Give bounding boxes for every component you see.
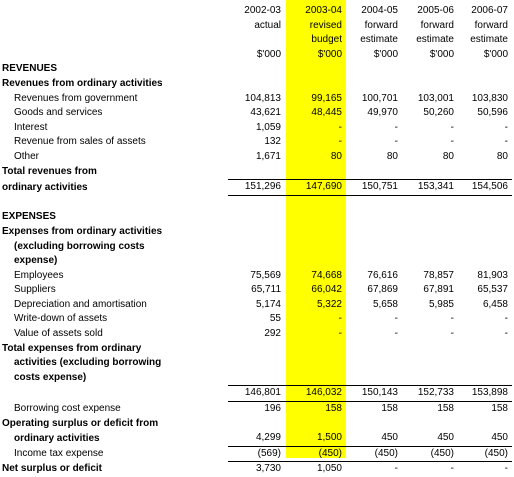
value-cell [228, 62, 285, 77]
value-cell: 153,898 [458, 386, 512, 402]
column-header-cell: $'000 [373, 48, 398, 60]
value-cell [228, 77, 285, 92]
table-row [0, 180, 512, 196]
row-label: Revenues from ordinary activities [2, 77, 163, 89]
value-cell: 50,596 [477, 107, 508, 119]
value-cell [458, 77, 512, 92]
row-label: Value of assets sold [14, 328, 103, 340]
row-label: Operating surplus or deficit from [2, 417, 159, 429]
row-label: Total revenues from [2, 166, 97, 178]
value-cell [285, 225, 346, 240]
value-cell [402, 165, 458, 180]
table-row [0, 327, 512, 342]
value-cell [285, 417, 346, 432]
value-cell: 3,730 [228, 462, 285, 477]
value-cell [402, 240, 458, 255]
column-header-cell: forward [364, 19, 398, 31]
value-cell: - [394, 328, 398, 340]
row-label: Expenses from ordinary activities [2, 225, 163, 237]
header-row [0, 48, 512, 63]
value-cell: - [346, 462, 402, 477]
row-label: Revenue from sales of assets [14, 136, 146, 148]
header-blank-cell [0, 19, 228, 34]
row-label: Interest [14, 121, 48, 133]
value-cell: 1,671 [255, 150, 281, 162]
value-cell [228, 240, 285, 255]
value-cell [458, 240, 512, 255]
value-cell: 48,445 [311, 107, 342, 119]
value-cell [346, 225, 402, 240]
row-label: ordinary activities [14, 432, 100, 444]
value-cell: 6,458 [482, 298, 508, 310]
value-cell: - [338, 121, 342, 133]
value-cell [402, 371, 458, 386]
header-row [0, 19, 512, 34]
value-cell [458, 356, 512, 371]
table-row [0, 269, 512, 284]
row-label: Depreciation and amortisation [14, 298, 147, 310]
value-cell [346, 195, 402, 210]
value-cell: - [504, 136, 508, 148]
value-cell [402, 195, 458, 210]
table-row [0, 342, 512, 357]
value-cell: 103,001 [417, 92, 454, 104]
value-cell [402, 210, 458, 225]
value-cell: 132 [264, 136, 281, 148]
value-cell: - [402, 462, 458, 477]
column-header-cell: estimate [416, 34, 454, 46]
row-label: ordinary activities [2, 181, 88, 193]
table-row [0, 240, 512, 255]
row-label: Income tax expense [14, 448, 104, 460]
value-cell: 5,658 [372, 298, 398, 310]
table-row [0, 165, 512, 180]
value-cell [346, 62, 402, 77]
value-cell [285, 371, 346, 386]
value-cell [228, 254, 285, 269]
value-cell [228, 165, 285, 180]
column-header-cell: 2003-04 [305, 5, 342, 16]
value-cell: - [504, 328, 508, 340]
value-cell: 150,143 [346, 386, 402, 402]
column-header-cell: 2002-03 [244, 5, 281, 16]
value-cell: (450) [484, 447, 508, 459]
column-header-cell: $'000 [317, 48, 342, 60]
table-row [0, 121, 512, 136]
value-cell: 158 [381, 403, 398, 415]
table-row [0, 386, 512, 402]
value-cell: 99,165 [311, 92, 342, 104]
row-label: Employees [14, 269, 64, 281]
column-header-cell: forward [420, 19, 454, 31]
value-cell [285, 342, 346, 357]
value-cell: 67,891 [423, 284, 454, 296]
value-cell: 158 [491, 403, 508, 415]
value-cell: (450) [318, 447, 342, 459]
value-cell: 1,059 [255, 121, 281, 133]
value-cell [458, 342, 512, 357]
value-cell: 75,569 [250, 269, 281, 281]
value-cell: 1,050 [285, 462, 346, 477]
column-header-cell: estimate [470, 34, 508, 46]
header-blank-cell [0, 4, 228, 19]
row-label: Borrowing cost expense [14, 403, 121, 415]
value-cell [228, 195, 285, 210]
value-cell [346, 342, 402, 357]
table-row [0, 195, 512, 210]
table-row [0, 462, 512, 477]
value-cell [402, 62, 458, 77]
table-row [0, 106, 512, 121]
row-label: activities (excluding borrowing [14, 357, 162, 369]
value-cell: 292 [264, 328, 281, 340]
column-header-cell: actual [254, 19, 281, 31]
row-label: Total expenses from ordinary [2, 342, 142, 354]
value-cell: - [458, 462, 512, 477]
budget-table [0, 4, 512, 477]
value-cell [402, 342, 458, 357]
value-cell: - [450, 136, 454, 148]
value-cell [228, 356, 285, 371]
column-header-cell [228, 33, 285, 48]
value-cell: 74,668 [311, 269, 342, 281]
table-row [0, 298, 512, 313]
value-cell [285, 210, 346, 225]
value-cell [285, 356, 346, 371]
value-cell [402, 417, 458, 432]
value-cell: - [338, 313, 342, 325]
value-cell [458, 165, 512, 180]
row-label: Suppliers [14, 284, 56, 296]
row-label: costs expense) [14, 372, 87, 384]
value-cell [228, 342, 285, 357]
row-label: Other [14, 150, 40, 162]
table-row [0, 312, 512, 327]
value-cell: - [394, 313, 398, 325]
value-cell: 152,733 [402, 386, 458, 402]
value-cell: - [394, 121, 398, 133]
value-cell: 5,322 [316, 298, 342, 310]
table-row [0, 135, 512, 150]
value-cell: 65,711 [251, 284, 281, 296]
value-cell [346, 417, 402, 432]
value-cell [228, 225, 285, 240]
table-row [0, 150, 512, 165]
table-row [0, 431, 512, 446]
value-cell: 5,174 [255, 298, 281, 310]
value-cell: 65,537 [477, 284, 508, 296]
value-cell [346, 240, 402, 255]
value-cell [285, 195, 346, 210]
value-cell: 80 [442, 150, 454, 162]
row-label: Goods and services [14, 107, 103, 119]
table-row [0, 402, 512, 417]
value-cell: - [338, 136, 342, 148]
value-cell: 104,813 [244, 92, 281, 104]
value-cell [402, 77, 458, 92]
column-header-cell: budget [311, 34, 342, 46]
column-header-cell: 2005-06 [417, 5, 454, 16]
value-cell [228, 210, 285, 225]
value-cell [346, 165, 402, 180]
value-cell: 450 [346, 431, 402, 446]
value-cell: 1,500 [285, 431, 346, 446]
table-row [0, 210, 512, 225]
value-cell [228, 417, 285, 432]
value-cell [458, 195, 512, 210]
column-header-cell: estimate [360, 34, 398, 46]
value-cell [346, 77, 402, 92]
table-row [0, 371, 512, 386]
table-row [0, 62, 512, 77]
value-cell: 80 [496, 150, 508, 162]
value-cell [458, 225, 512, 240]
row-label: expense) [14, 255, 58, 267]
value-cell: (450) [374, 447, 398, 459]
value-cell: 100,701 [361, 92, 398, 104]
value-cell: - [450, 121, 454, 133]
value-cell: - [394, 136, 398, 148]
value-cell: 450 [458, 431, 512, 446]
column-header-cell: 2004-05 [361, 5, 398, 16]
value-cell [402, 254, 458, 269]
table-row [0, 417, 512, 432]
value-cell: - [338, 328, 342, 340]
value-cell: 50,260 [423, 107, 454, 119]
header-row [0, 33, 512, 48]
row-label: REVENUES [2, 63, 58, 75]
value-cell [458, 417, 512, 432]
value-cell: 154,506 [458, 180, 512, 196]
value-cell [458, 254, 512, 269]
value-cell [402, 356, 458, 371]
value-cell [346, 356, 402, 371]
value-cell: 4,299 [228, 431, 285, 446]
value-cell: 150,751 [346, 180, 402, 196]
value-cell: 81,903 [477, 269, 508, 281]
column-header-cell: revised [309, 19, 342, 31]
value-cell [228, 371, 285, 386]
value-cell [402, 225, 458, 240]
value-cell [458, 62, 512, 77]
column-header-cell: $'000 [256, 48, 281, 60]
value-cell: (450) [430, 447, 454, 459]
row-label: Revenues from government [14, 92, 138, 104]
value-cell: 76,616 [367, 269, 398, 281]
value-cell: 67,869 [367, 284, 398, 296]
value-cell: 146,801 [228, 386, 285, 402]
value-cell [346, 371, 402, 386]
row-label: Write-down of assets [14, 313, 108, 325]
value-cell: - [504, 313, 508, 325]
header-row [0, 4, 512, 19]
value-cell: 80 [386, 150, 398, 162]
table-row [0, 92, 512, 107]
value-cell: 158 [325, 403, 342, 415]
table-row [0, 283, 512, 298]
value-cell [285, 254, 346, 269]
value-cell [346, 254, 402, 269]
value-cell: 450 [402, 431, 458, 446]
value-cell: 153,341 [402, 180, 458, 196]
row-label: EXPENSES [2, 211, 56, 223]
table-row [0, 254, 512, 269]
value-cell [285, 165, 346, 180]
value-cell: 146,032 [285, 386, 346, 402]
value-cell: 147,690 [285, 180, 346, 196]
value-cell: 80 [330, 150, 342, 162]
value-cell: - [450, 328, 454, 340]
value-cell: 196 [264, 403, 281, 415]
row-label [0, 195, 228, 210]
header-blank-cell [0, 33, 228, 48]
value-cell: 5,985 [428, 298, 454, 310]
value-cell [458, 210, 512, 225]
column-header-cell: $'000 [429, 48, 454, 60]
column-header-cell: forward [474, 19, 508, 31]
column-header-cell: 2006-07 [471, 5, 508, 16]
value-cell: (569) [257, 447, 281, 459]
header-blank-cell [0, 48, 228, 63]
table-row [0, 446, 512, 462]
value-cell [346, 210, 402, 225]
value-cell [285, 77, 346, 92]
value-cell [458, 371, 512, 386]
row-label: Net surplus or deficit [2, 463, 103, 475]
table-row [0, 77, 512, 92]
table-row [0, 225, 512, 240]
value-cell: 103,830 [471, 92, 508, 104]
value-cell: 66,042 [311, 284, 342, 296]
value-cell: 78,857 [423, 269, 454, 281]
value-cell [285, 62, 346, 77]
column-header-cell: $'000 [483, 48, 508, 60]
value-cell: 49,970 [367, 107, 398, 119]
value-cell: 158 [437, 403, 454, 415]
value-cell [285, 240, 346, 255]
value-cell: 55 [269, 313, 281, 325]
value-cell: 151,296 [228, 180, 285, 196]
row-label [0, 386, 228, 402]
value-cell: - [450, 313, 454, 325]
value-cell: - [504, 121, 508, 133]
row-label: (excluding borrowing costs [14, 240, 145, 252]
value-cell: 43,621 [250, 107, 281, 119]
table-row [0, 356, 512, 371]
